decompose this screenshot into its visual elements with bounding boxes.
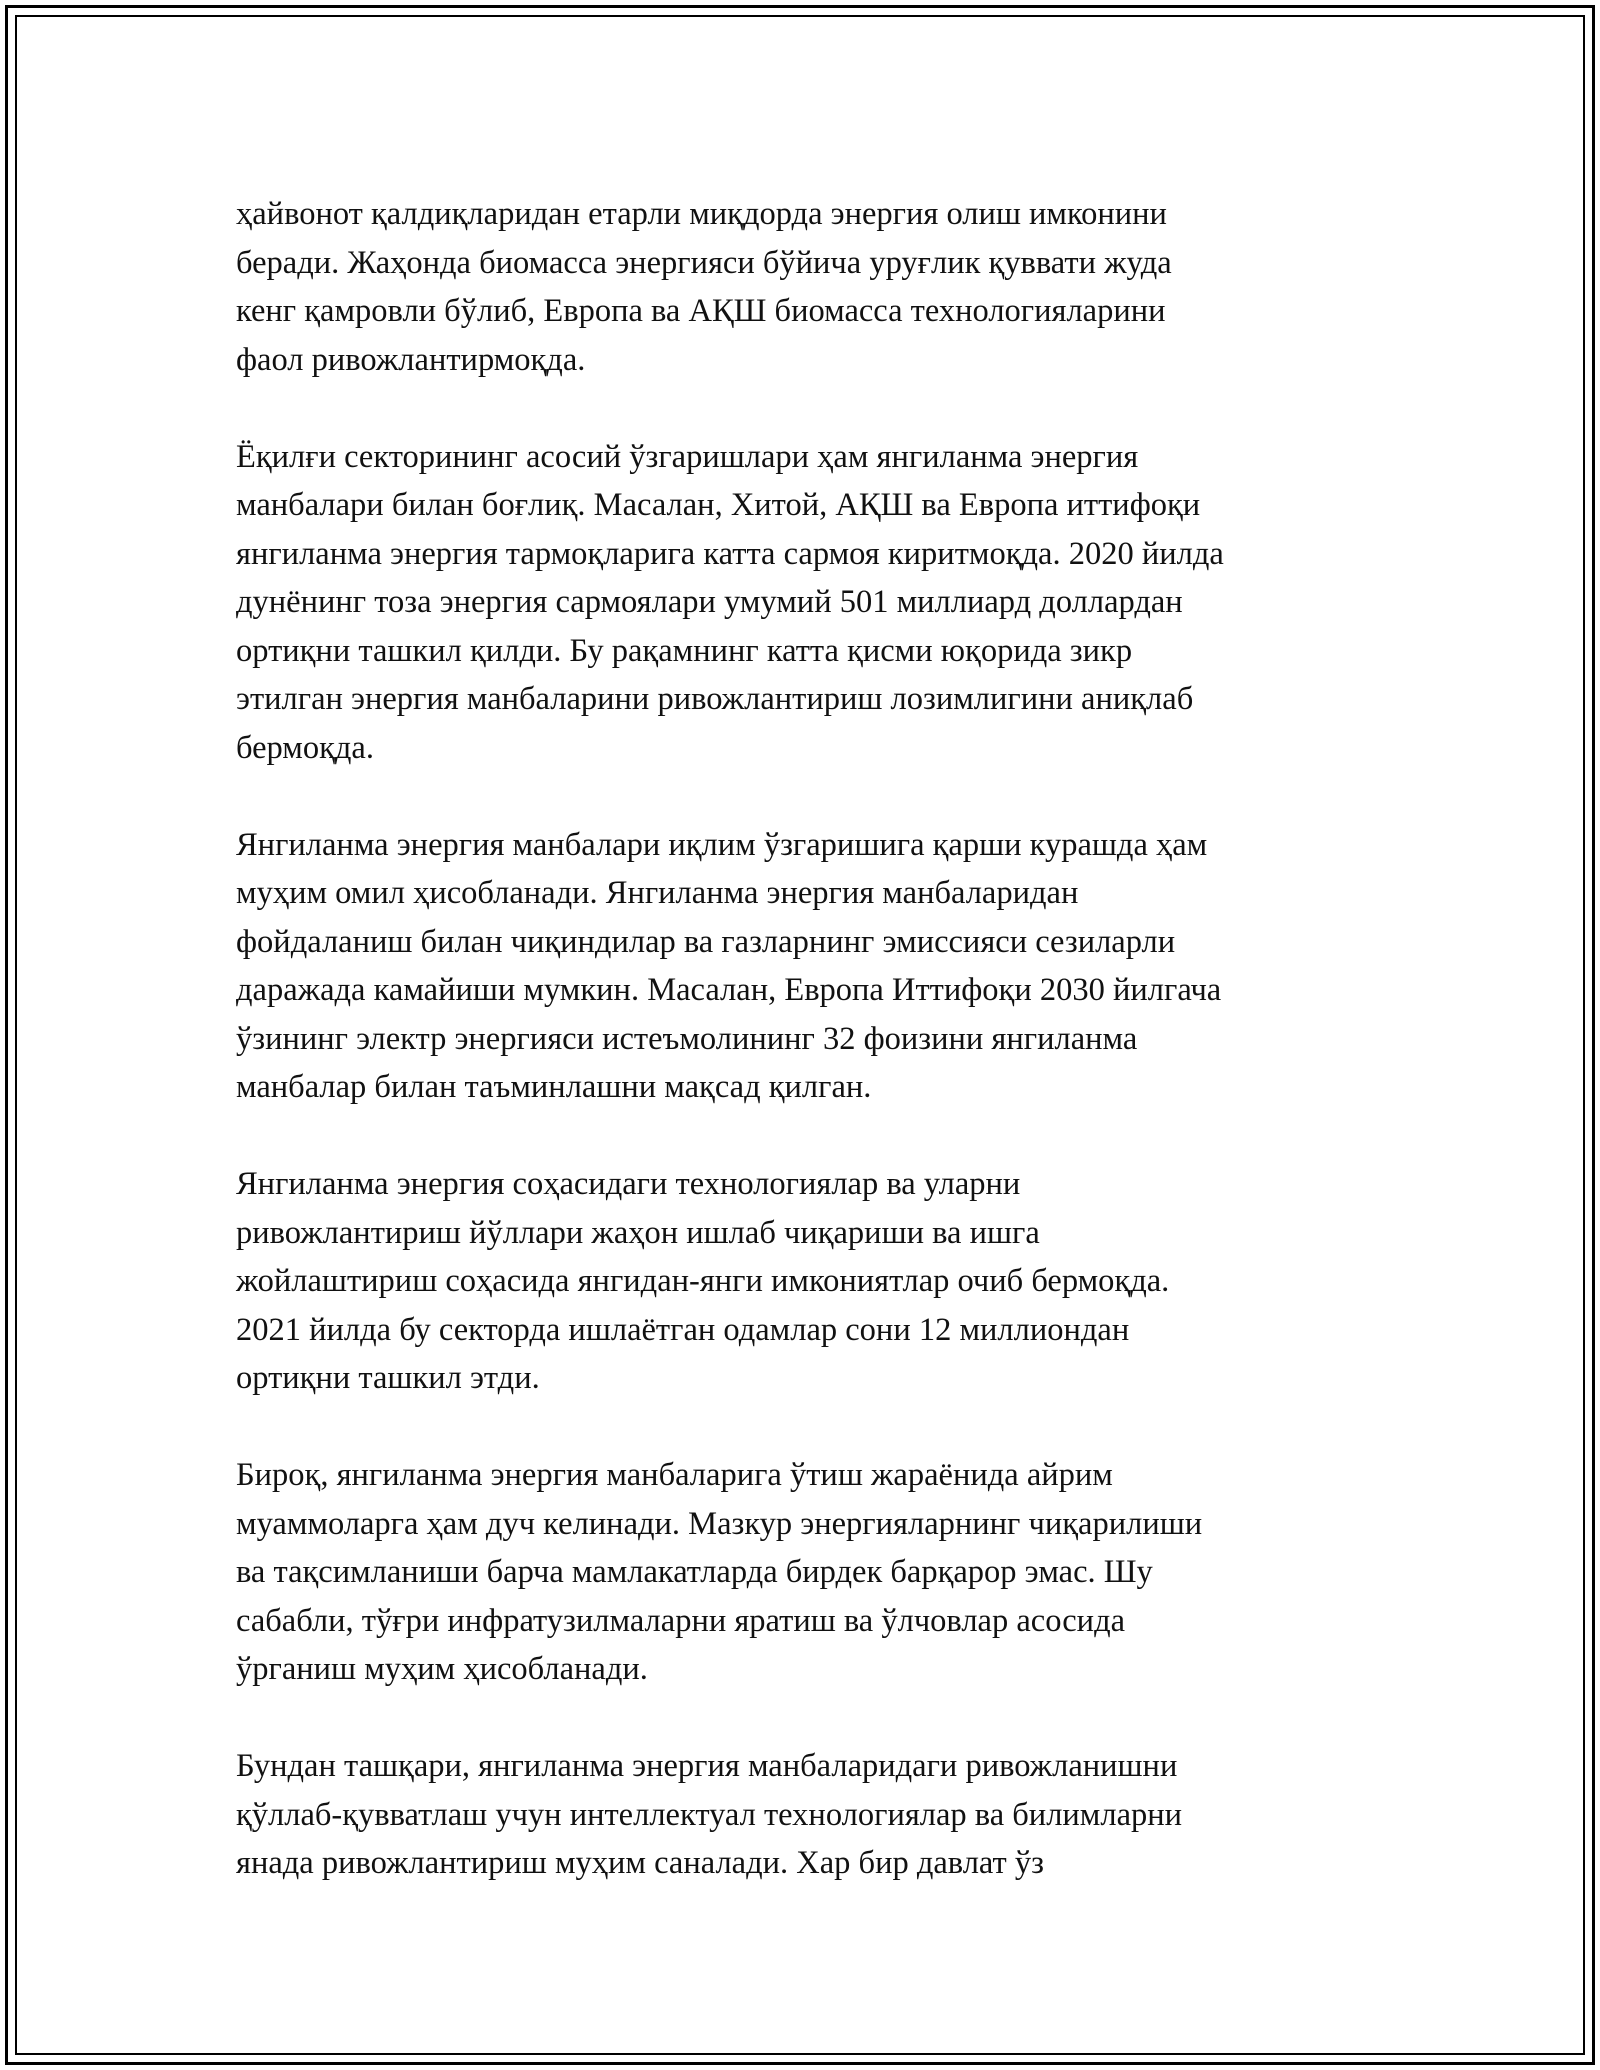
text-line: Бундан ташқари, янгиланма энергия манбаларидаги ривожланишни [236,1748,1178,1784]
text-line: 2021 йилда бу секторда ишлаётган одамлар сони 12 миллиондан [236,1311,1130,1348]
document-body [236,190,1386,1888]
text-line: ривожлантириш йўллари жаҳон ишлаб чиқариши ва ишга [236,1214,1040,1251]
text-line: қўллаб-қувватлаш учун интеллектуал технологиялар ва билимларни [236,1796,1183,1833]
paragraph-intellectual-support [236,1742,1386,1888]
text-line: ва тақсимланиши барча мамлакатларда бирдек барқарор эмас. Шу [236,1554,1153,1590]
text-line: ортиқни ташкил қилди. Бу рақамнинг катта қисми юқорида зикр [236,632,1133,669]
text-line: жойлаштириш соҳасида янгидан-янги имкониятлар очиб бермоқда. [236,1263,1170,1299]
text-line: Бироқ, янгиланма энергия манбаларига ўтиш жараёнида айрим [236,1457,1113,1493]
text-line: бермоқда. [236,729,374,766]
text-line: фаол ривожлантирмоқда. [236,341,586,378]
paragraph-technologies-jobs [236,1160,1386,1403]
text-line: муаммоларга ҳам дуч келинади. Мазкур энергияларнинг чиқарилиши [236,1505,1203,1542]
text-line: дунёнинг тоза энергия сармоялари умумий 501 миллиард доллардан [236,584,1183,620]
text-line: муҳим омил ҳисобланади. Янгиланма энергия манбаларидан [236,875,1079,911]
text-line: Янгиланма энергия соҳасидаги технологиялар ва уларни [236,1166,1021,1202]
text-line: манбалар билан таъминлашни мақсад қилган. [236,1069,872,1105]
text-line: янгиланма энергия тармоқларига катта сармоя киритмоқда. 2020 йилда [236,535,1224,572]
paragraph-climate-change [236,821,1386,1112]
paragraph-fuel-sector [236,433,1386,773]
text-line: ортиқни ташкил этди. [236,1360,540,1396]
text-line: кенг қамровли бўлиб, Европа ва АҚШ биомасса технологияларини [236,293,1166,329]
text-line: ўзининг электр энергияси истеъмолининг 32 фоизини янгиланма [236,1020,1138,1057]
text-line: Ёқилғи секторининг асосий ўзгаришлари ҳам янгиланма энергия [236,438,1139,475]
text-line: этилган энергия манбаларини ривожлантириш лозимлигини аниқлаб [236,681,1194,717]
paragraph-biomass [236,190,1386,384]
text-line: Янгиланма энергия манбалари иқлим ўзгаришига қарши курашда ҳам [236,826,1208,863]
text-line: беради. Жаҳонда биомасса энергияси бўйича уруғлик қуввати жуда [236,244,1172,281]
text-line: ўрганиш муҳим ҳисобланади. [236,1651,648,1687]
text-line: янада ривожлантириш муҳим саналади. Хар бир давлат ўз [236,1845,1044,1881]
text-line: фойдаланиш билан чиқиндилар ва газларнинг эмиссияси сезиларли [236,923,1176,960]
text-line: ҳайвонот қалдиқларидан етарли миқдорда энергия олиш имконини [236,196,1167,232]
text-line: даражада камайиши мумкин. Масалан, Европа Иттифоқи 2030 йилгача [236,972,1222,1008]
paragraph-transition-problems [236,1451,1386,1694]
text-line: манбалари билан боғлиқ. Масалан, Хитой, АҚШ ва Европа иттифоқи [236,487,1201,523]
text-line: сабабли, тўғри инфратузилмаларни яратиш ва ўлчовлар асосида [236,1602,1126,1639]
